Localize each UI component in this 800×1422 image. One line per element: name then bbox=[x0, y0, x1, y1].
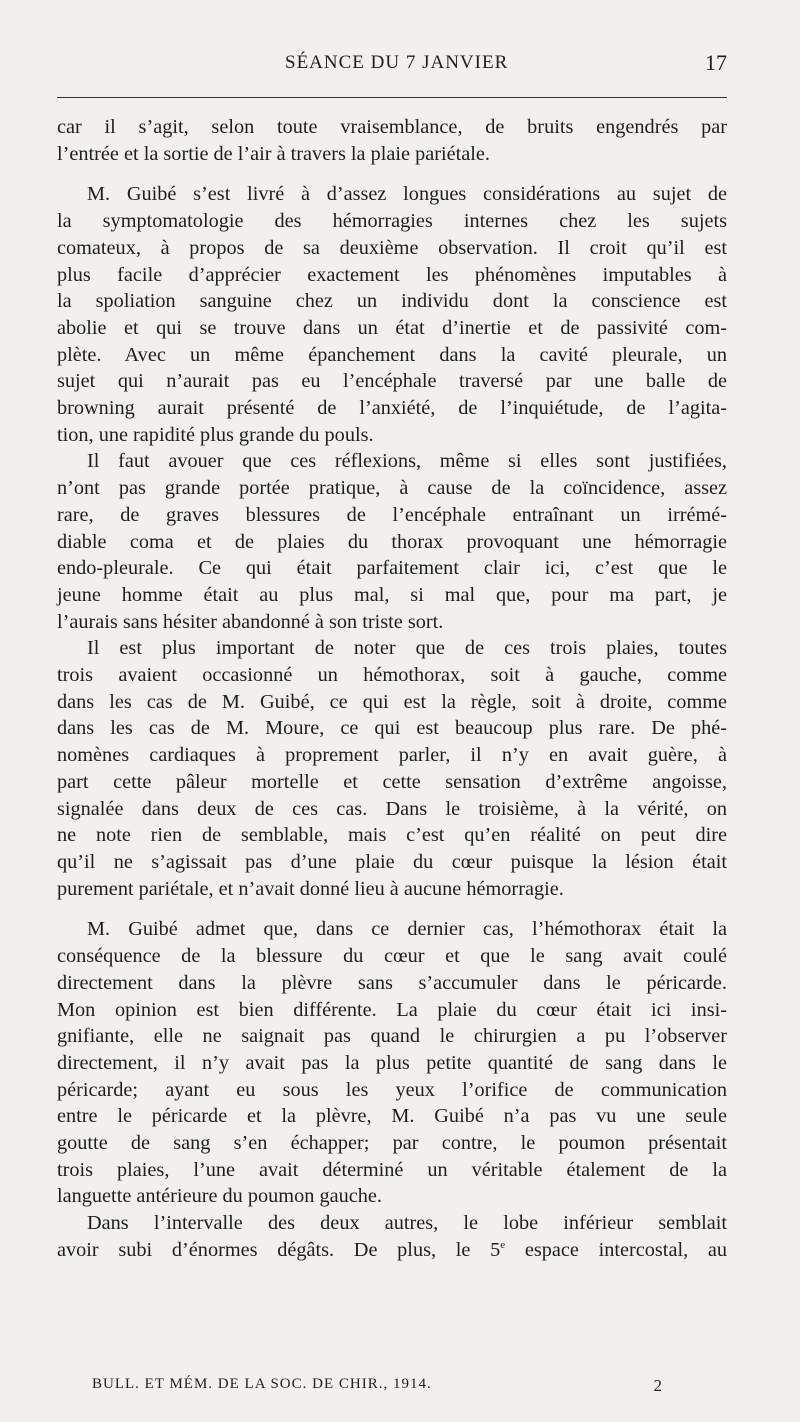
text-line: Dans l’intervalle des deux autres, le lobe inférieur semblait bbox=[87, 1212, 727, 1235]
text-line: la spoliation sanguine chez un individu dont la conscience est bbox=[57, 290, 727, 313]
text-line: directement, il n’y avait pas la plus petite quantité de sang dans le bbox=[57, 1051, 727, 1074]
text-line: trois plaies, l’une avait déterminé un véritable étalement de la bbox=[57, 1158, 727, 1181]
text-line: languette antérieure du poumon gauche. bbox=[57, 1185, 382, 1208]
page-number: 17 bbox=[705, 50, 727, 75]
text-line: gnifiante, elle ne saignait pas quand le chirurgien a pu l’observer bbox=[57, 1025, 727, 1048]
text-line: sujet qui n’aurait pas eu l’encéphale traversé par une balle de bbox=[57, 370, 727, 393]
text-line: Mon opinion est bien différente. La plaie du cœur était ici insi- bbox=[57, 998, 727, 1021]
text-segment: avoir subi d’énormes dégâts. De plus, le 5 bbox=[57, 1238, 501, 1261]
text-line: l’aurais sans hésiter abandonné à son triste sort. bbox=[57, 610, 444, 633]
text-line: plus facile d’apprécier exactement les phénomènes imputables à bbox=[57, 263, 727, 286]
text-line: dans les cas de M. Guibé, ce qui est la règle, soit à droite, comme bbox=[57, 690, 727, 713]
running-title: SÉANCE DU 7 JANVIER bbox=[285, 52, 509, 73]
text-line: car il s’agit, selon toute vraisemblance, de bruits engendrés par bbox=[57, 116, 727, 138]
text-line: conséquence de la blessure du cœur et que le sang avait coulé bbox=[57, 945, 727, 968]
text-line: qu’il ne s’agissait pas d’une plaie du cœur puisque la lésion était bbox=[57, 850, 727, 873]
text-line: Il est plus important de noter que de ces trois plaies, toutes bbox=[87, 637, 727, 660]
body-text bbox=[57, 114, 727, 1264]
text-line: browning aurait présenté de l’anxiété, de l’inquiétude, de l’agita- bbox=[57, 397, 727, 420]
text-line: M. Guibé s’est livré à d’assez longues considérations au sujet de bbox=[87, 183, 727, 206]
text-line: diable coma et de plaies du thorax provoquant une hémorragie bbox=[57, 530, 727, 553]
text-line: rare, de graves blessures de l’encéphale entraînant un irrémé- bbox=[57, 503, 727, 526]
text-line: abolie et qui se trouve dans un état d’inertie et de passivité com- bbox=[57, 316, 727, 339]
text-line: la symptomatologie des hémorragies internes chez les sujets bbox=[57, 210, 727, 233]
text-line: goutte de sang s’en échapper; par contre, le poumon présentait bbox=[57, 1132, 727, 1155]
signature-mark: 2 bbox=[653, 1376, 662, 1395]
footer bbox=[92, 1376, 662, 1400]
text-line: purement pariétale, et n’avait donné lieu à aucune hémorragie. bbox=[57, 877, 564, 900]
text-line: dans les cas de M. Moure, ce qui est beaucoup plus rare. De phé- bbox=[57, 717, 727, 740]
text-line: n’ont pas grande portée pratique, à cause de la coïncidence, assez bbox=[57, 477, 727, 500]
text-line: jeune homme était au plus mal, si mal que, pour ma part, je bbox=[57, 583, 727, 606]
header-rule bbox=[57, 97, 727, 98]
text-line: péricarde; ayant eu sous les yeux l’orifice de communication bbox=[57, 1078, 727, 1101]
text-line: tion, une rapidité plus grande du pouls. bbox=[57, 423, 374, 446]
text-line: Il faut avouer que ces réflexions, même si elles sont justifiées, bbox=[87, 450, 727, 473]
text-line: nomènes cardiaques à proprement parler, il n’y en avait guère, à bbox=[57, 744, 727, 767]
text-line: directement dans la plèvre sans s’accumuler dans le péricarde. bbox=[57, 971, 727, 994]
text-line: part cette pâleur mortelle et cette sensation d’extrême angoisse, bbox=[57, 770, 727, 793]
text-line: M. Guibé admet que, dans ce dernier cas, l’hémothorax était la bbox=[87, 918, 727, 941]
text-segment: espace intercostal, au bbox=[505, 1238, 727, 1261]
footer-citation: BULL. ET MÉM. DE LA SOC. DE CHIR., 1914. bbox=[92, 1376, 432, 1392]
text-line: comateux, à propos de sa deuxième observation. Il croit qu’il est bbox=[57, 236, 727, 259]
text-line: signalée dans deux de ces cas. Dans le troisième, à la vérité, on bbox=[57, 797, 727, 820]
text-line: trois avaient occasionné un hémothorax, soit à gauche, comme bbox=[57, 664, 727, 687]
paragraph-gap bbox=[57, 902, 727, 916]
text-line bbox=[57, 1237, 727, 1264]
superscript: e bbox=[500, 1239, 506, 1252]
text-line: plète. Avec un même épanchement dans la cavité pleurale, un bbox=[57, 343, 727, 366]
paragraph-gap bbox=[57, 167, 727, 181]
text-line: entre le péricarde et la plèvre, M. Guibé n’a pas vu une seule bbox=[57, 1105, 727, 1128]
text-line: endo-pleurale. Ce qui était parfaitement clair ici, c’est que le bbox=[57, 557, 727, 580]
text-line: ne note rien de semblable, mais c’est qu’en réalité on peut dire bbox=[57, 824, 727, 847]
running-header bbox=[57, 52, 727, 86]
text-line: l’entrée et la sortie de l’air à travers la plaie pariétale. bbox=[57, 142, 490, 165]
